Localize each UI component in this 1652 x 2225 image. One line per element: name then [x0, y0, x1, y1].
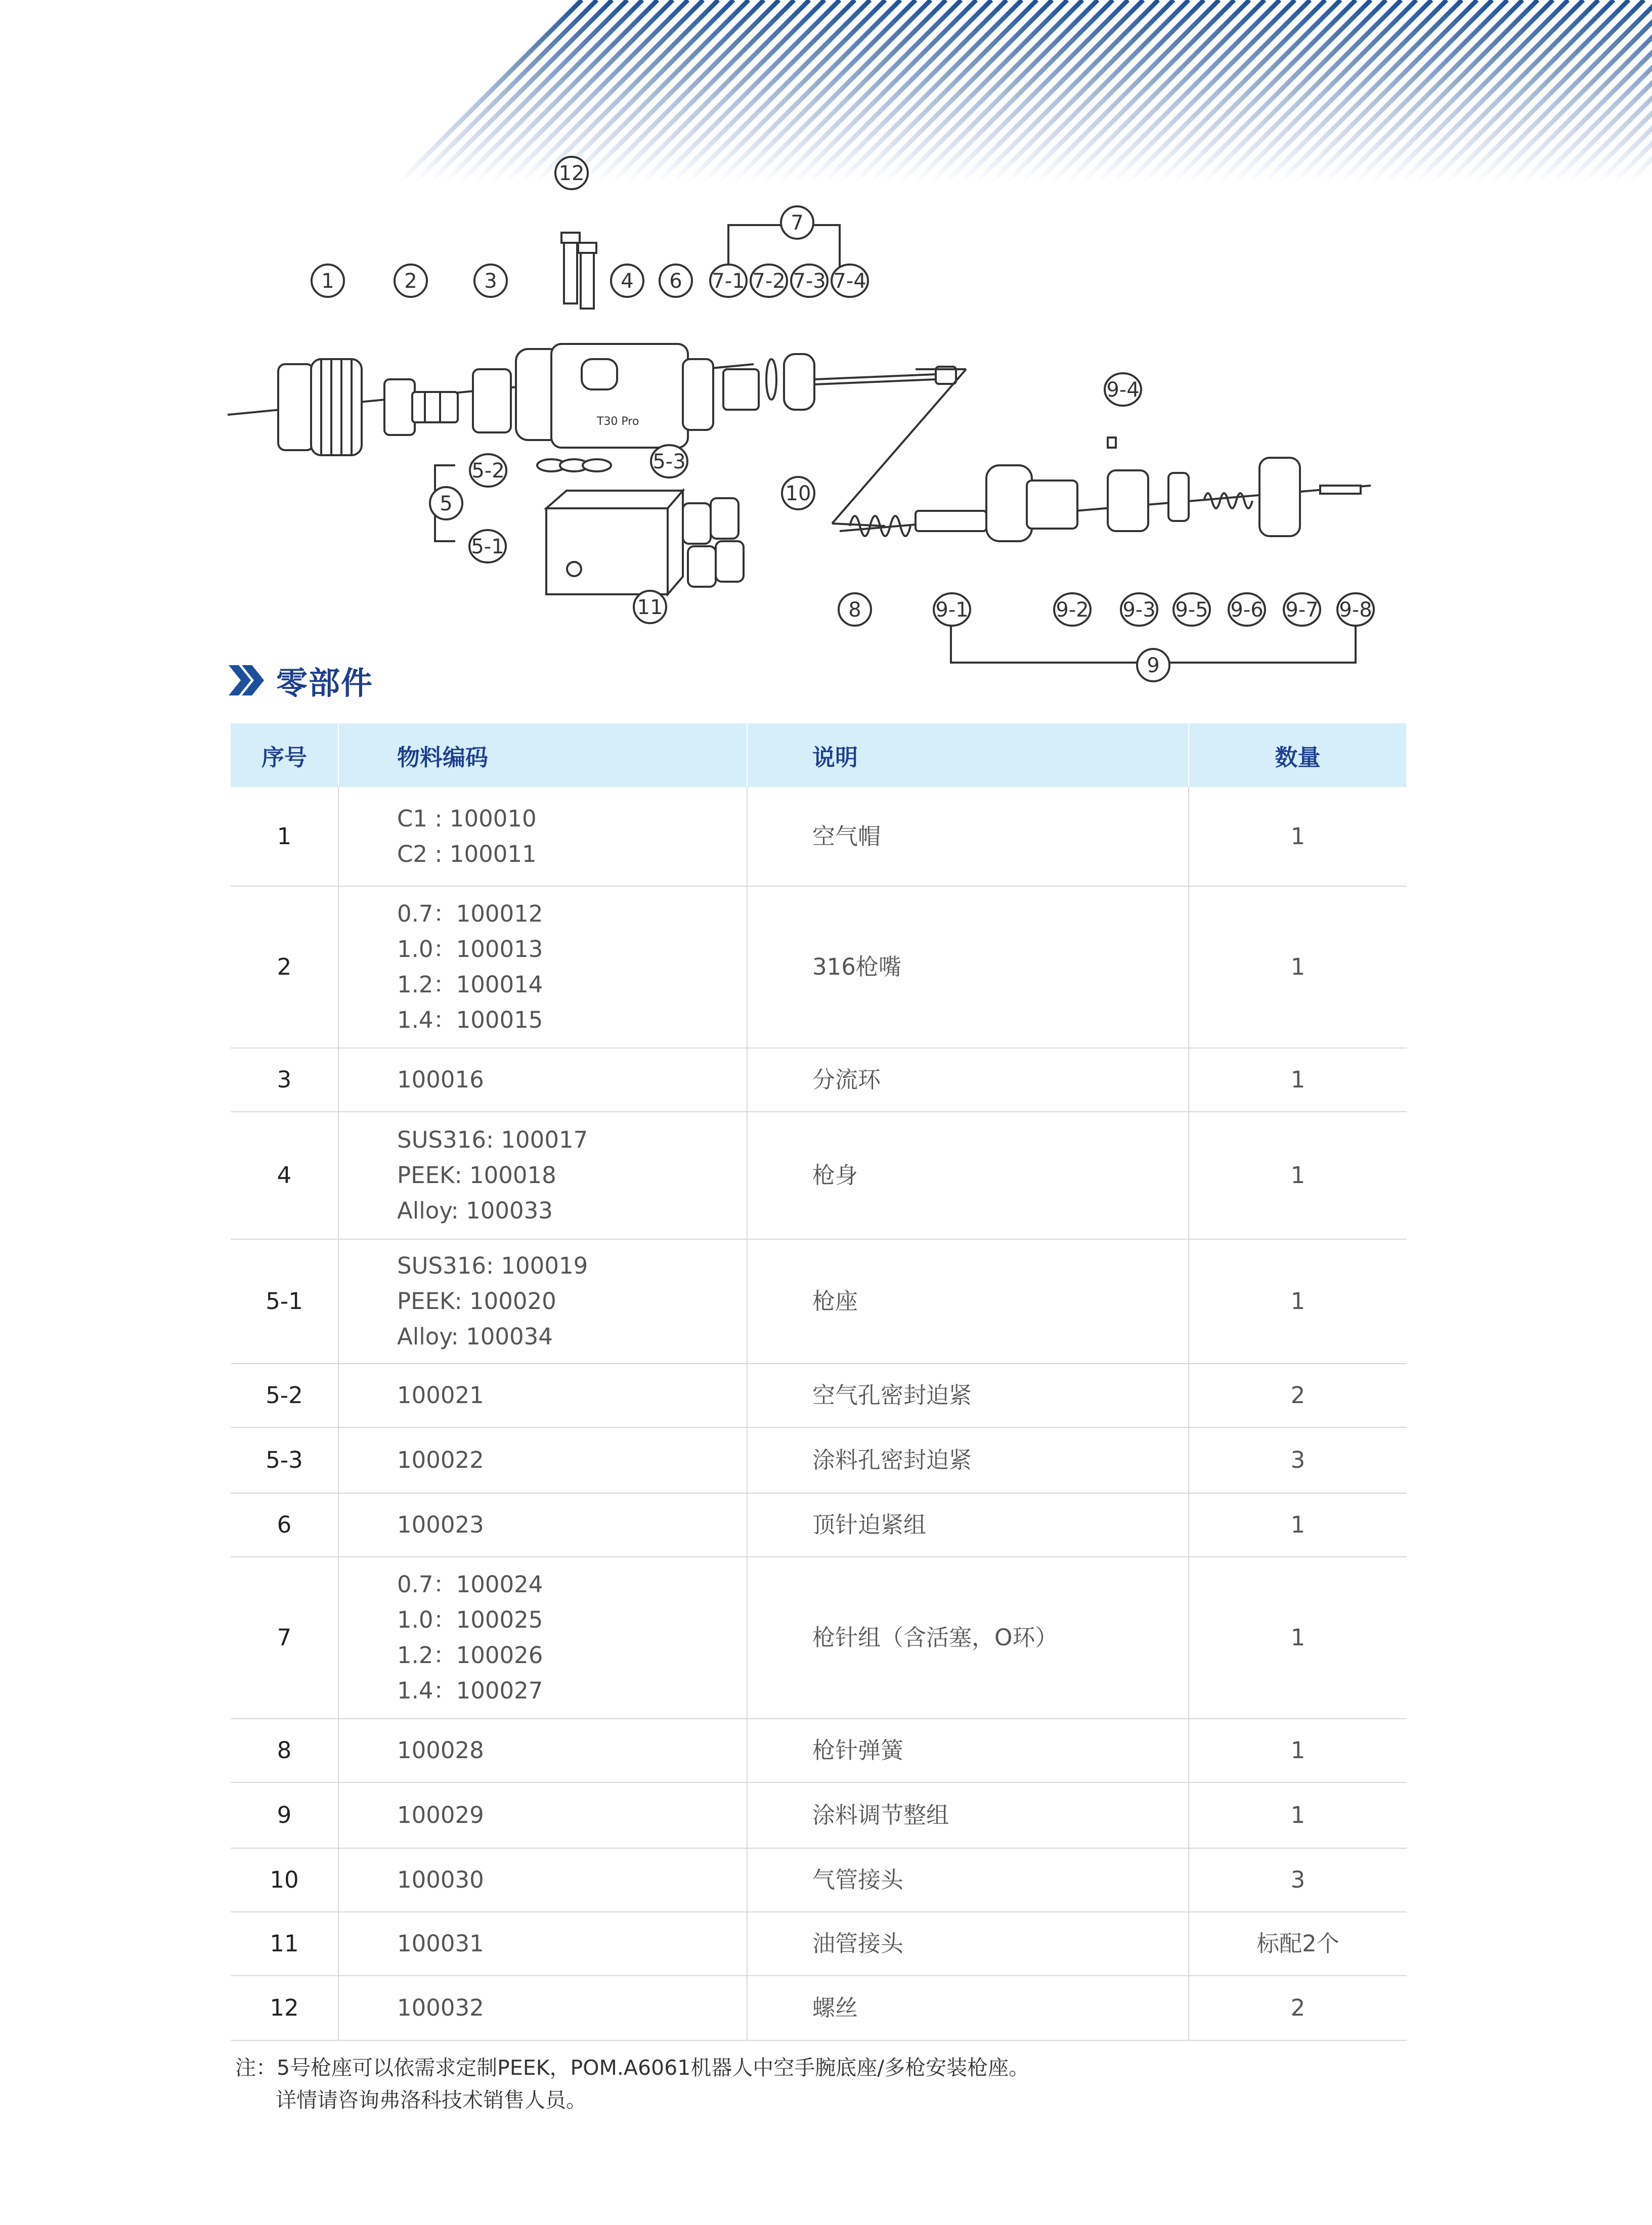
callout-9-4	[1105, 373, 1141, 406]
svg-text:9: 9	[1147, 654, 1160, 677]
callout-9-7	[1284, 593, 1320, 626]
cell-no: 3	[231, 1048, 338, 1112]
svg-text:9-5: 9-5	[1175, 598, 1208, 622]
callout-9	[1137, 649, 1169, 681]
cell-code	[338, 1364, 747, 1427]
svg-text:9-4: 9-4	[1106, 378, 1140, 402]
cell-desc: 枪座	[747, 1239, 1189, 1364]
callout-11	[634, 591, 666, 623]
part-8-spring	[850, 516, 910, 536]
cell-qty: 1	[1189, 787, 1407, 886]
cell-desc: 分流环	[747, 1048, 1189, 1112]
code-line: Alloy: 100034	[397, 1323, 553, 1350]
svg-text:5-2: 5-2	[471, 459, 505, 483]
svg-text:1: 1	[321, 270, 334, 293]
header-no: 序号	[231, 723, 338, 787]
cell-code	[338, 1048, 747, 1112]
part-2-nozzle	[384, 379, 458, 435]
cell-no: 5-3	[231, 1427, 338, 1493]
cell-desc: 枪针弹簧	[747, 1719, 1189, 1782]
code-line: 1.4：100027	[397, 1677, 543, 1704]
cell-qty: 1	[1189, 1048, 1407, 1112]
code-line: 100029	[397, 1802, 484, 1828]
code-line: 100030	[397, 1866, 484, 1893]
cell-desc: 空气帽	[747, 787, 1189, 886]
code-line: 100016	[397, 1066, 484, 1093]
cell-desc: 气管接头	[747, 1848, 1189, 1912]
cell-code	[338, 886, 747, 1048]
cell-code	[338, 1782, 747, 1848]
callout-9-2	[1054, 593, 1091, 626]
svg-text:7-2: 7-2	[752, 270, 786, 293]
cell-desc: 涂料孔密封迫紧	[747, 1427, 1189, 1493]
section-title	[227, 658, 373, 703]
part-4-gun-body	[516, 344, 713, 448]
cell-desc: 316枪嘴	[747, 886, 1189, 1048]
callout-7-4	[832, 265, 868, 297]
table-row	[231, 1112, 1407, 1239]
svg-text:6: 6	[669, 270, 682, 293]
cell-qty: 2	[1189, 1364, 1407, 1427]
svg-text:7-1: 7-1	[712, 270, 745, 293]
cell-desc: 空气孔密封迫紧	[747, 1364, 1189, 1427]
code-line: C2 : 100011	[397, 840, 537, 867]
cell-no: 9	[231, 1782, 338, 1848]
callout-7-3	[791, 265, 828, 297]
callout-9-6	[1229, 593, 1265, 626]
cell-code	[338, 1848, 747, 1912]
cell-code	[338, 1976, 747, 2040]
callout-4	[611, 265, 643, 297]
callout-7	[781, 206, 813, 239]
cell-desc: 枪身	[747, 1112, 1189, 1239]
cell-no: 5-2	[231, 1364, 338, 1427]
cell-desc: 顶针迫紧组	[747, 1493, 1189, 1557]
table-row	[231, 1719, 1407, 1782]
callout-1	[312, 265, 344, 297]
cell-desc: 枪针组（含活塞，O环）	[747, 1557, 1189, 1719]
code-line: 1.2：100014	[397, 971, 543, 998]
table-row	[231, 1782, 1407, 1848]
svg-text:5-1: 5-1	[471, 535, 504, 558]
part-9-adjuster	[916, 438, 1361, 541]
callout-2	[395, 265, 427, 297]
svg-text:9-2: 9-2	[1056, 598, 1089, 622]
table-row	[231, 1427, 1407, 1493]
cell-code	[338, 1493, 747, 1557]
part-6-packing	[723, 369, 759, 410]
code-line: 1.2：100026	[397, 1642, 543, 1669]
table-row	[231, 1976, 1407, 2040]
code-line: 100031	[397, 1930, 484, 1957]
svg-text:2: 2	[404, 270, 417, 293]
cell-qty: 1	[1189, 1493, 1407, 1557]
svg-text:11: 11	[637, 596, 663, 619]
callout-8	[839, 593, 871, 626]
svg-text:3: 3	[484, 270, 497, 293]
callout-5-3	[651, 445, 687, 477]
cell-code	[338, 1239, 747, 1364]
cell-no: 12	[231, 1976, 338, 2040]
table-row	[231, 1364, 1407, 1427]
callout-9-8	[1337, 593, 1374, 626]
callout-12	[555, 157, 588, 189]
cell-qty: 1	[1189, 1782, 1407, 1848]
callout-10	[782, 477, 814, 509]
cell-qty: 3	[1189, 1848, 1407, 1912]
table-row	[231, 1557, 1407, 1719]
svg-text:5: 5	[440, 492, 453, 515]
svg-text:7-4: 7-4	[833, 270, 866, 293]
callout-9-1	[934, 593, 970, 626]
callout-5-1	[469, 530, 506, 562]
cell-no: 6	[231, 1493, 338, 1557]
exploded-view-diagram	[218, 142, 1391, 703]
cell-qty: 1	[1189, 886, 1407, 1048]
svg-text:10: 10	[785, 482, 811, 505]
code-line: 100022	[397, 1447, 484, 1473]
callout-3	[474, 265, 507, 297]
cell-qty: 1	[1189, 1239, 1407, 1364]
table-row	[231, 787, 1407, 886]
cell-no: 8	[231, 1719, 338, 1782]
cell-code	[338, 1557, 747, 1719]
part-5-gun-seat	[537, 459, 683, 594]
code-line: 100021	[397, 1382, 484, 1409]
svg-text:7-3: 7-3	[793, 270, 826, 293]
parts-table	[231, 723, 1407, 2041]
code-line: PEEK: 100018	[397, 1162, 556, 1189]
code-line: 0.7：100012	[397, 900, 543, 927]
cell-desc: 螺丝	[747, 1976, 1189, 2040]
part-1-air-cap	[278, 359, 362, 455]
callout-7-2	[751, 265, 787, 297]
code-line: PEEK: 100020	[397, 1288, 556, 1315]
footnote	[235, 2052, 1029, 2116]
svg-text:9-3: 9-3	[1122, 598, 1156, 622]
footnote-line-2: 详情请咨询弗洛科技术销售人员。	[276, 2088, 587, 2112]
cell-qty: 3	[1189, 1427, 1407, 1493]
svg-text:7: 7	[791, 211, 804, 235]
table-row	[231, 1912, 1407, 1976]
svg-text:9-7: 9-7	[1285, 598, 1319, 622]
cell-code	[338, 1112, 747, 1239]
callout-5	[430, 487, 462, 519]
cell-no: 1	[231, 787, 338, 886]
cell-code	[338, 1912, 747, 1976]
callout-5-2	[470, 454, 506, 487]
header-qty: 数量	[1189, 723, 1407, 787]
code-line: 100032	[397, 1994, 484, 2021]
svg-text:12: 12	[558, 162, 585, 185]
code-line: 100023	[397, 1511, 484, 1538]
code-line: 0.7：100024	[397, 1571, 543, 1598]
part-3-ring	[473, 369, 511, 432]
cell-desc: 涂料调节整组	[747, 1782, 1189, 1848]
double-chevron-icon	[227, 660, 267, 701]
cell-no: 5-1	[231, 1239, 338, 1364]
cell-code	[338, 787, 747, 886]
svg-text:8: 8	[848, 598, 861, 622]
cell-no: 10	[231, 1848, 338, 1912]
footnote-line-1: 注：5号枪座可以依需求定制PEEK，POM.A6061机器人中空手腕底座/多枪安装枪座。	[235, 2056, 1030, 2080]
code-line: SUS316: 100019	[397, 1252, 588, 1279]
cell-code	[338, 1427, 747, 1493]
header-desc: 说明	[747, 723, 1189, 787]
cell-no: 4	[231, 1112, 338, 1239]
table-row	[231, 1048, 1407, 1112]
cell-qty: 2	[1189, 1976, 1407, 2040]
cell-desc: 油管接头	[747, 1912, 1189, 1976]
callout-9-5	[1173, 593, 1210, 626]
header-code: 物料编码	[338, 723, 747, 787]
cell-qty: 标配2个	[1189, 1912, 1407, 1976]
table-header-row	[231, 723, 1407, 787]
cell-qty: 1	[1189, 1719, 1407, 1782]
cell-code	[338, 1719, 747, 1782]
svg-text:5-3: 5-3	[653, 450, 686, 473]
part-12-screws	[561, 233, 596, 309]
cell-qty: 1	[1189, 1557, 1407, 1719]
code-line: 1.0：100013	[397, 936, 543, 963]
table-row	[231, 1239, 1407, 1364]
callout-7-1	[710, 265, 747, 297]
section-title-text: 零部件	[276, 664, 374, 702]
svg-text:9-8: 9-8	[1339, 598, 1372, 622]
part-10-11-fittings	[683, 498, 744, 587]
code-line: Alloy: 100033	[397, 1197, 553, 1224]
cell-no: 11	[231, 1912, 338, 1976]
callout-6	[660, 265, 692, 297]
code-line: 1.0：100025	[397, 1606, 543, 1633]
code-line: 100028	[397, 1737, 484, 1764]
table-row	[231, 1848, 1407, 1912]
svg-text:9-6: 9-6	[1230, 598, 1264, 622]
cell-no: 2	[231, 886, 338, 1048]
table-row	[231, 886, 1407, 1048]
code-line: C1 : 100010	[397, 805, 537, 832]
part-7-needle-set	[766, 354, 956, 410]
svg-text:9-1: 9-1	[935, 598, 969, 622]
code-line: 1.4：100015	[397, 1007, 543, 1033]
svg-text:4: 4	[621, 270, 634, 293]
cell-no: 7	[231, 1557, 338, 1719]
code-line: SUS316: 100017	[397, 1126, 588, 1153]
body-marking: T30 Pro	[597, 415, 639, 428]
callout-9-3	[1121, 593, 1157, 626]
cell-qty: 1	[1189, 1112, 1407, 1239]
table-row	[231, 1493, 1407, 1557]
